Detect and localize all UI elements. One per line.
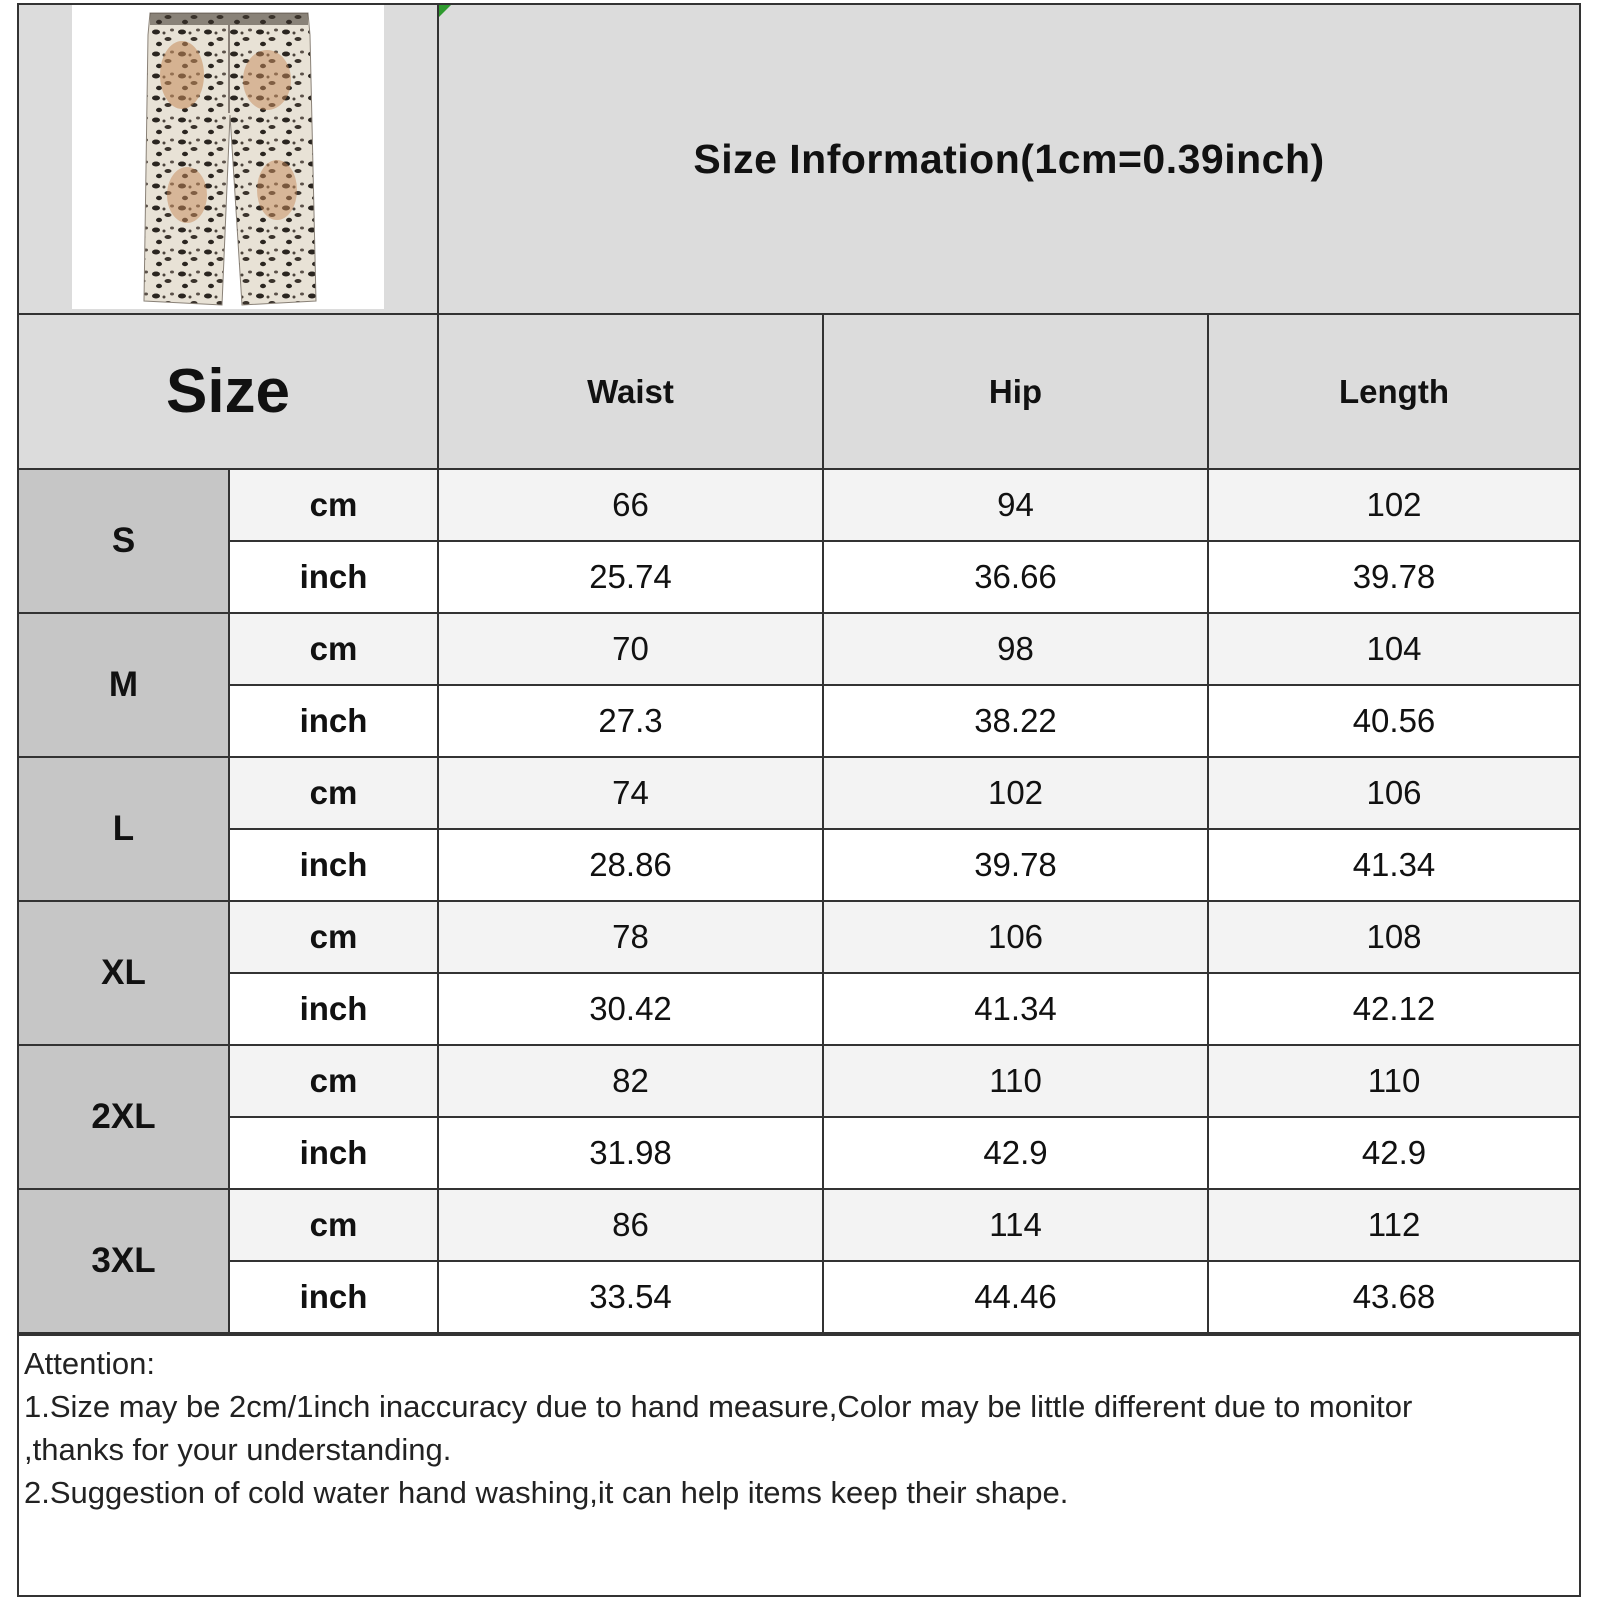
waist-value: 33.54 — [439, 1262, 824, 1332]
table-row — [230, 686, 1579, 756]
unit-label: cm — [230, 758, 439, 828]
column-header-row — [19, 315, 1579, 470]
size-group — [19, 1190, 1579, 1334]
length-value: 112 — [1367, 1206, 1421, 1243]
unit-label: cm — [230, 614, 439, 684]
unit-label: cm — [230, 470, 439, 540]
unit-label: inch — [230, 686, 439, 756]
size-table-body — [19, 470, 1579, 1334]
size-label: XL — [19, 902, 230, 1044]
waist-value: 78 — [439, 902, 824, 972]
waist-value: 28.86 — [439, 830, 824, 900]
size-label: 3XL — [19, 1190, 230, 1332]
hip-value: 106 — [824, 902, 1209, 972]
length-value: 43.68 — [1352, 1278, 1436, 1315]
hip-value: 38.22 — [824, 686, 1209, 756]
hip-value: 114 — [824, 1190, 1209, 1260]
unit-label: cm — [230, 1046, 439, 1116]
unit-label: cm — [230, 902, 439, 972]
waist-value: 66 — [439, 470, 824, 540]
hip-value: 94 — [824, 470, 1209, 540]
attention-line-1: 1.Size may be 2cm/1inch inaccuracy due to hand measure,Color may be little different due to monitor — [24, 1389, 1413, 1424]
waist-value: 31.98 — [439, 1118, 824, 1188]
table-row — [230, 614, 1579, 686]
table-row — [230, 542, 1579, 612]
waist-value: 25.74 — [439, 542, 824, 612]
unit-label: cm — [230, 1190, 439, 1260]
waist-value: 30.42 — [439, 974, 824, 1044]
length-value: 106 — [1366, 774, 1422, 811]
size-header: Size — [19, 315, 439, 468]
unit-label: inch — [230, 974, 439, 1044]
table-row — [230, 1046, 1579, 1118]
table-row — [230, 1118, 1579, 1188]
size-label: 2XL — [19, 1046, 230, 1188]
hip-value: 98 — [824, 614, 1209, 684]
table-row — [230, 1190, 1579, 1262]
hip-value: 41.34 — [824, 974, 1209, 1044]
product-image-cell — [19, 5, 439, 313]
waist-value: 70 — [439, 614, 824, 684]
hip-value: 42.9 — [824, 1118, 1209, 1188]
length-value: 110 — [1367, 1062, 1421, 1099]
length-header: Length — [1339, 372, 1449, 410]
size-group — [19, 758, 1579, 902]
waist-value: 82 — [439, 1046, 824, 1116]
length-value: 39.78 — [1352, 558, 1436, 595]
table-row — [230, 758, 1579, 830]
length-value: 42.9 — [1361, 1134, 1427, 1171]
table-row — [230, 1262, 1579, 1332]
table-row — [230, 974, 1579, 1044]
size-label: M — [19, 614, 230, 756]
title-cell — [439, 5, 1579, 313]
unit-label: inch — [230, 830, 439, 900]
waist-value: 27.3 — [439, 686, 824, 756]
product-image — [72, 5, 384, 309]
attention-line-2: ,thanks for your understanding. — [24, 1432, 452, 1467]
hip-value: 44.46 — [824, 1262, 1209, 1332]
attention-notes — [19, 1334, 1579, 1595]
size-group — [19, 614, 1579, 758]
table-row — [230, 470, 1579, 542]
unit-label: inch — [230, 1118, 439, 1188]
hip-header: Hip — [824, 315, 1209, 468]
table-row — [230, 830, 1579, 900]
waist-value: 86 — [439, 1190, 824, 1260]
attention-line-3: 2.Suggestion of cold water hand washing,it can help items keep their shape. — [24, 1475, 1069, 1510]
size-label: S — [19, 470, 230, 612]
unit-label: inch — [230, 1262, 439, 1332]
unit-label: inch — [230, 542, 439, 612]
size-group — [19, 1046, 1579, 1190]
hip-value: 102 — [824, 758, 1209, 828]
length-value: 40.56 — [1352, 702, 1436, 739]
size-chart — [17, 3, 1581, 1597]
length-value: 108 — [1366, 918, 1422, 955]
chart-header — [19, 5, 1579, 315]
length-value: 104 — [1366, 630, 1422, 667]
hip-value: 36.66 — [824, 542, 1209, 612]
waist-value: 74 — [439, 758, 824, 828]
hip-value: 110 — [824, 1046, 1209, 1116]
chart-title: Size Information(1cm=0.39inch) — [693, 135, 1325, 182]
waist-header: Waist — [439, 315, 824, 468]
length-value: 102 — [1366, 486, 1422, 523]
table-row — [230, 902, 1579, 974]
length-value: 41.34 — [1352, 846, 1436, 883]
size-label: L — [19, 758, 230, 900]
hip-value: 39.78 — [824, 830, 1209, 900]
size-group — [19, 902, 1579, 1046]
attention-heading: Attention: — [24, 1346, 155, 1381]
length-value: 42.12 — [1352, 990, 1436, 1027]
pants-image — [72, 5, 384, 309]
size-group — [19, 470, 1579, 614]
